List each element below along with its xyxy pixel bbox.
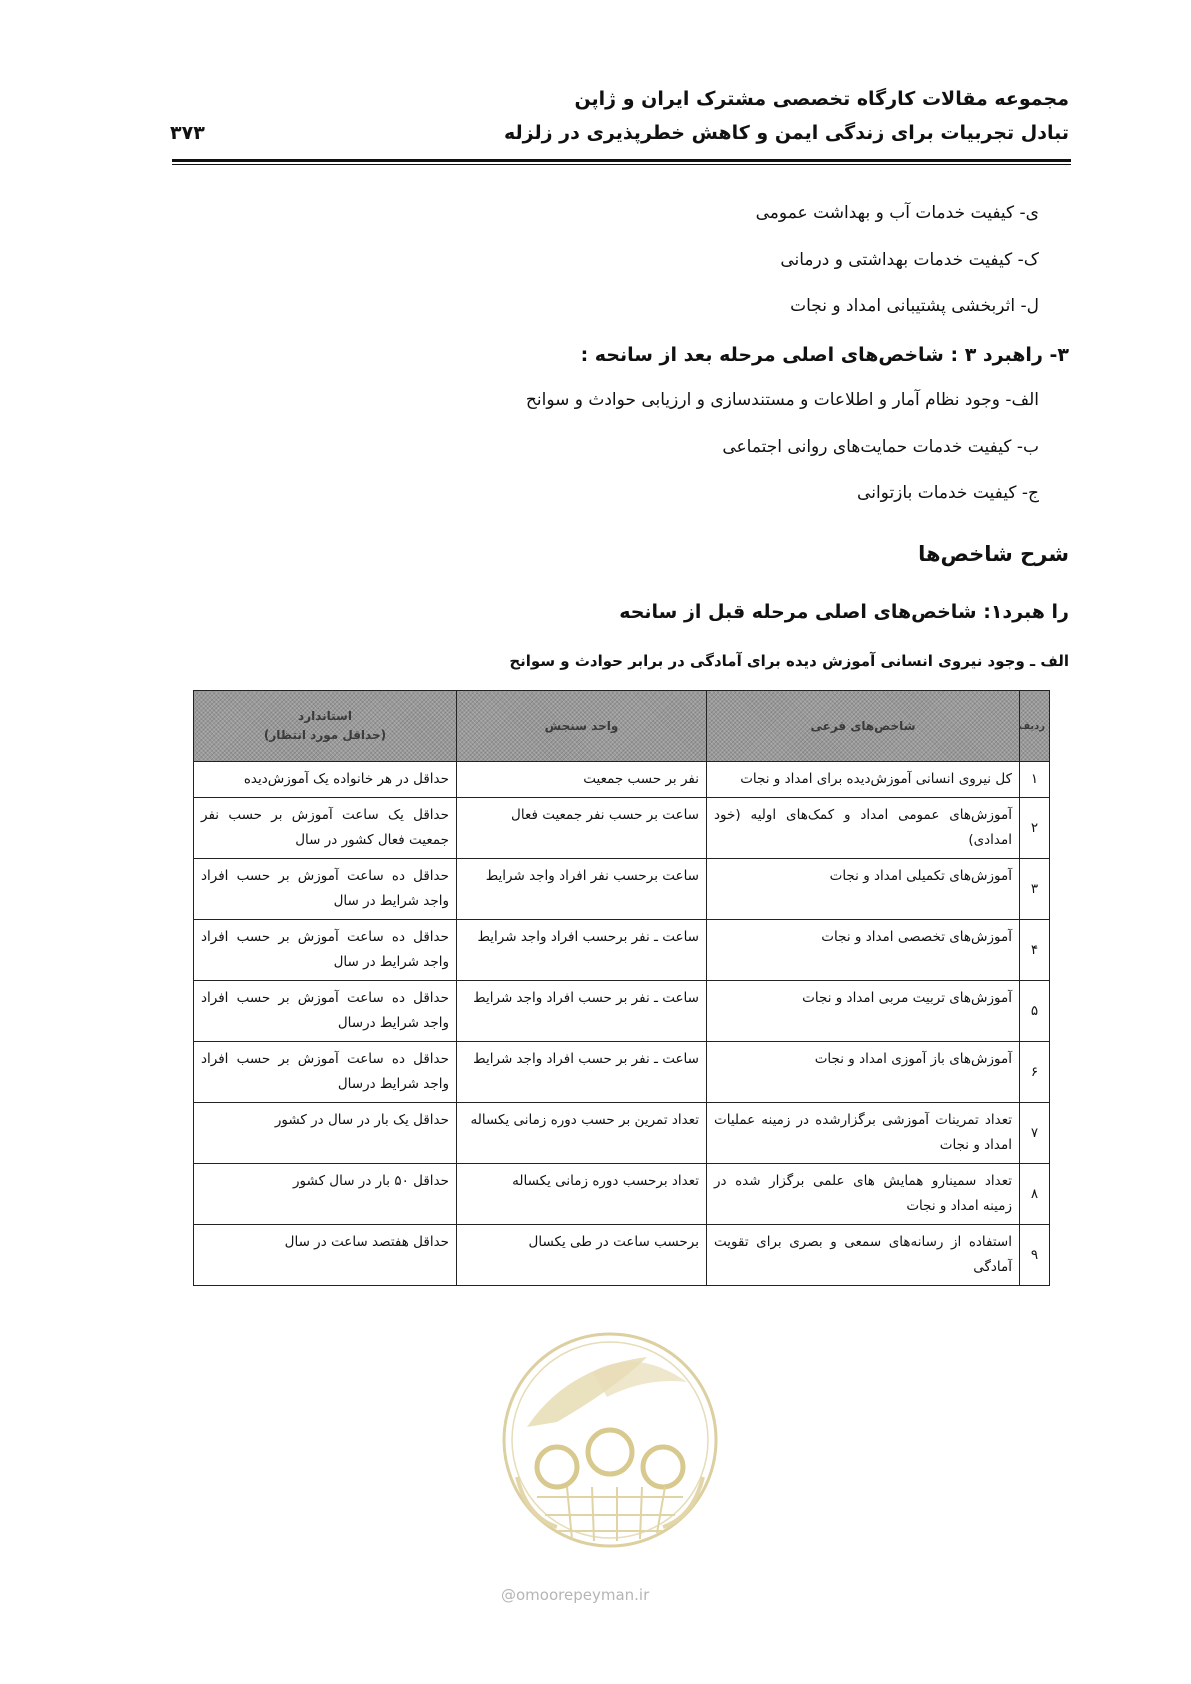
indicator-cell: آموزش‌های باز آموزی امداد و نجات <box>707 1042 1020 1103</box>
indicator-cell: استفاده از رسانه‌های سمعی و بصری برای تقویت آمادگی <box>707 1225 1020 1286</box>
watermark-url: @omoorepeyman.ir <box>501 1586 650 1604</box>
table-row <box>194 762 1050 798</box>
standard-cell: حداقل ده ساعت آموزش بر حسب افراد واجد شرایط در سال <box>194 920 457 981</box>
table-row <box>194 1103 1050 1164</box>
standard-cell: حداقل در هر خانواده یک آموزش‌دیده <box>194 762 457 798</box>
standard-cell: حداقل یک ساعت آموزش بر حسب نفر جمعیت فعال کشور در سال <box>194 798 457 859</box>
measure-cell: ساعت ـ نفر بر حسب افراد واجد شرایط <box>457 981 707 1042</box>
measure-cell: ساعت ـ نفر بر حسب افراد واجد شرایط <box>457 1042 707 1103</box>
header-measure: واحد سنجش <box>457 691 707 762</box>
list-item: الف- وجود نظام آمار و اطلاعات و مستندسازی و ارزیابی حوادث و سوانح <box>525 390 1039 410</box>
table-row <box>194 798 1050 859</box>
standard-cell: حداقل یک بار در سال در کشور <box>194 1103 457 1164</box>
section-title: شرح شاخص‌ها <box>918 542 1069 566</box>
header-subtitle: تبادل تجربیات برای زندگی ایمن و کاهش خطرپذیری در زلزله <box>504 122 1069 144</box>
indicator-cell: تعداد سمینارو همایش های علمی برگزار شده در زمینه امداد و نجات <box>707 1164 1020 1225</box>
standard-cell: حداقل ده ساعت آموزش بر حسب افراد واجد شرایط درسال <box>194 1042 457 1103</box>
header-rule <box>172 159 1071 165</box>
indicator-cell: آموزش‌های عمومی امداد و کمک‌های اولیه (خود امدادی) <box>707 798 1020 859</box>
page-number: ۳۷۳ <box>170 122 205 144</box>
indicator-cell: آموزش‌های تخصصی امداد و نجات <box>707 920 1020 981</box>
measure-cell: تعداد تمرین بر حسب دوره زمانی یکساله <box>457 1103 707 1164</box>
header-standard-line2: (حداقل مورد انتظار) <box>263 728 387 742</box>
indicator-cell: آموزش‌های تکمیلی امداد و نجات <box>707 859 1020 920</box>
list-item: ج- کیفیت خدمات بازتوانی <box>857 483 1039 503</box>
table-row <box>194 1164 1050 1225</box>
indicator-cell: کل نیروی انسانی آموزش‌دیده برای امداد و نجات <box>707 762 1020 798</box>
row-number: ۲ <box>1020 798 1050 859</box>
list-item: ل- اثربخشی پشتیبانی امداد و نجات <box>790 296 1039 316</box>
strategy-heading: را هبرد۱: شاخص‌های اصلی مرحله قبل از سانحه <box>619 601 1069 623</box>
table-row <box>194 1042 1050 1103</box>
row-number: ۸ <box>1020 1164 1050 1225</box>
list-item: ی- کیفیت خدمات آب و بهداشت عمومی <box>755 203 1039 223</box>
row-number: ۶ <box>1020 1042 1050 1103</box>
indicators-table <box>193 690 1050 1286</box>
standard-cell: حداقل ده ساعت آموزش بر حسب افراد واجد شرایط در سال <box>194 859 457 920</box>
row-number: ۷ <box>1020 1103 1050 1164</box>
header-standard-line1: استاندارد <box>298 709 352 723</box>
row-number: ۳ <box>1020 859 1050 920</box>
measure-cell: برحسب ساعت در طی یکسال <box>457 1225 707 1286</box>
measure-cell: ساعت ـ نفر برحسب افراد واجد شرایط <box>457 920 707 981</box>
header-standard <box>194 691 457 762</box>
standard-cell: حداقل ده ساعت آموزش بر حسب افراد واجد شرایط درسال <box>194 981 457 1042</box>
table-row <box>194 859 1050 920</box>
standard-cell: حداقل هفتصد ساعت در سال <box>194 1225 457 1286</box>
header-row-number: ردیف <box>1020 691 1050 762</box>
measure-cell: ساعت بر حسب نفر جمعیت فعال <box>457 798 707 859</box>
standard-cell: حداقل ۵۰ بار در سال کشور <box>194 1164 457 1225</box>
table-row <box>194 920 1050 981</box>
header-title: مجموعه مقالات کارگاه تخصصی مشترک ایران و ژاپن <box>574 88 1069 110</box>
section-heading: ۳- راهبرد ۳ : شاخص‌های اصلی مرحله بعد از سانحه : <box>580 344 1069 366</box>
list-item: ک- کیفیت خدمات بهداشتی و درمانی <box>780 250 1039 270</box>
measure-cell: نفر بر حسب جمعیت <box>457 762 707 798</box>
row-number: ۹ <box>1020 1225 1050 1286</box>
row-number: ۱ <box>1020 762 1050 798</box>
row-number: ۵ <box>1020 981 1050 1042</box>
subheading: الف ـ وجود نیروی انسانی آموزش دیده برای آمادگی در برابر حوادث و سوانح <box>509 652 1069 670</box>
measure-cell: تعداد برحسب دوره زمانی یکساله <box>457 1164 707 1225</box>
row-number: ۴ <box>1020 920 1050 981</box>
table-header-row <box>194 691 1050 762</box>
indicator-cell: آموزش‌های تربیت مربی امداد و نجات <box>707 981 1020 1042</box>
table-row <box>194 981 1050 1042</box>
watermark-seal <box>497 1327 723 1567</box>
header-indicator: شاخص‌های فرعی <box>707 691 1020 762</box>
measure-cell: ساعت برحسب نفر افراد واجد شرایط <box>457 859 707 920</box>
table-row <box>194 1225 1050 1286</box>
list-item: ب- کیفیت خدمات حمایت‌های روانی اجتماعی <box>722 437 1039 457</box>
indicator-cell: تعداد تمرینات آموزشی برگزارشده در زمینه عملیات امداد و نجات <box>707 1103 1020 1164</box>
